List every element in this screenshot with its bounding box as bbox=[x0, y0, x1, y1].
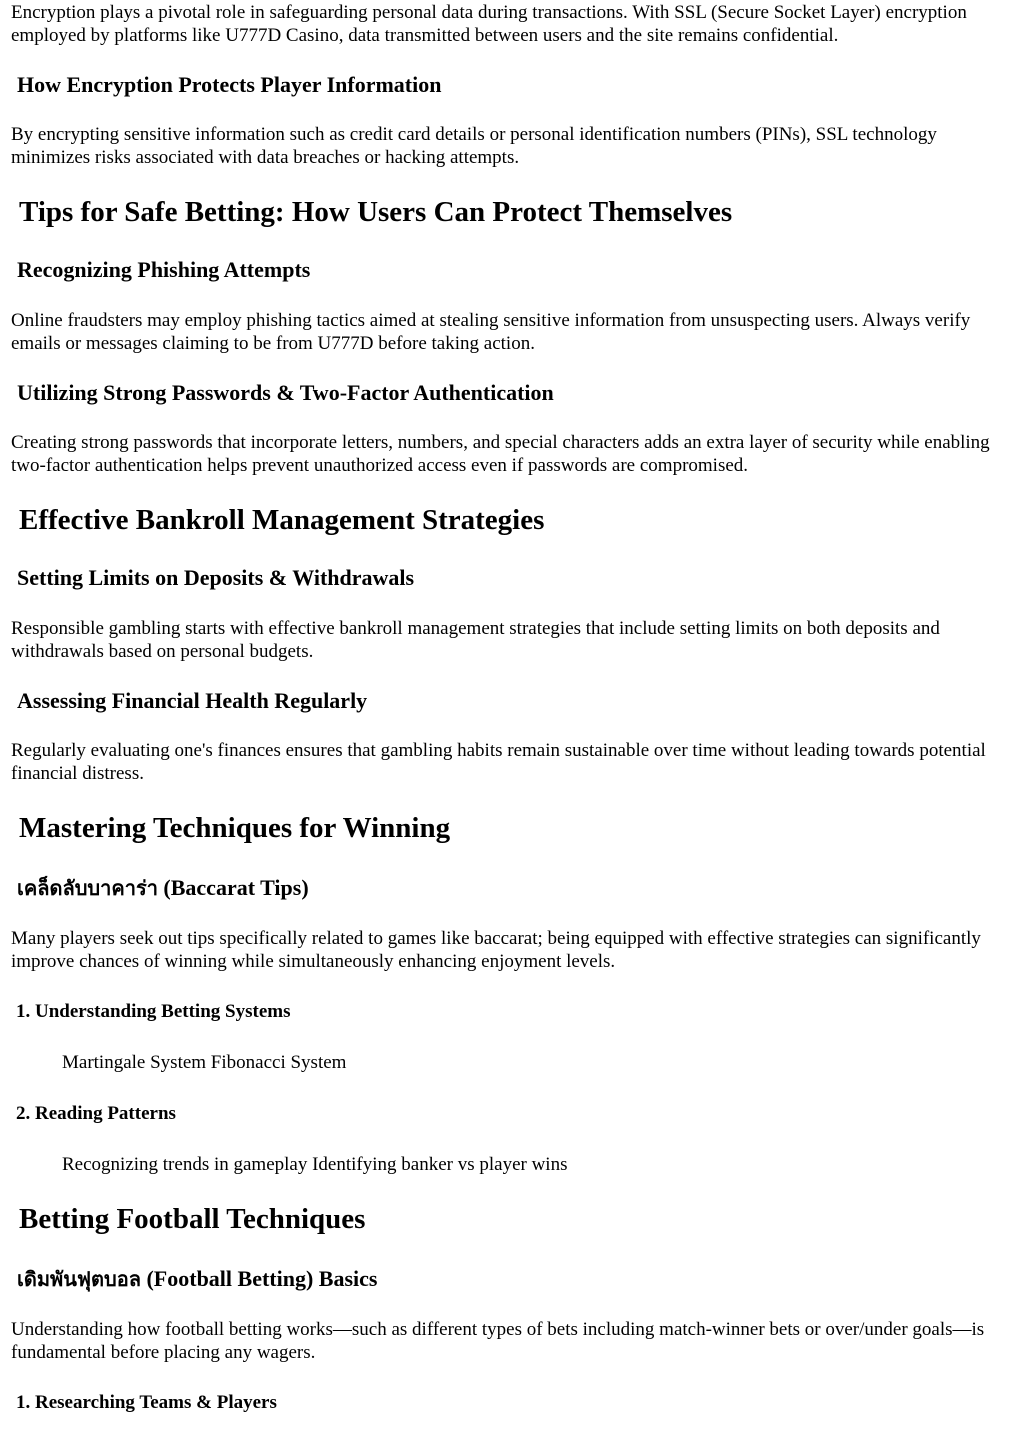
list-item-patterns: Recognizing trends in gameplay Identifying banker vs player wins bbox=[62, 1154, 568, 1175]
heading-phishing: Recognizing Phishing Attempts bbox=[17, 257, 311, 282]
paragraph-passwords: Creating strong passwords that incorporate letters, numbers, and special characters adds an extra layer of security while enabling two-factor authentication helps prevent unauthorized access even if passwords are compromised. bbox=[11, 432, 990, 476]
heading-bankroll: Effective Bankroll Management Strategies bbox=[19, 504, 545, 536]
paragraph-encryption: By encrypting sensitive information such as credit card details or personal identification numbers (PINs), SSL technology minimizes risks associated with data breaches or hacking attempts. bbox=[11, 124, 937, 168]
heading-football-en: (Football Betting) Basics bbox=[146, 1266, 378, 1291]
heading-betting-systems: 1. Understanding Betting Systems bbox=[16, 1001, 291, 1022]
heading-football-thai: เดิมพันฟุตบอล bbox=[17, 1267, 141, 1291]
paragraph-encryption-intro: Encryption plays a pivotal role in safeguarding personal data during transactions. With SSL (Secure Socket Layer) encryption employed by platforms like U777D Casino, data transmitted between users and the site remains confidential. bbox=[11, 2, 967, 46]
heading-limits: Setting Limits on Deposits & Withdrawals bbox=[17, 565, 415, 590]
paragraph-phishing: Online fraudsters may employ phishing tactics aimed at stealing sensitive information from unsuspecting users. Always verify emails or messages claiming to be from U777D before taking action. bbox=[11, 310, 971, 354]
heading-mastering: Mastering Techniques for Winning bbox=[19, 812, 451, 844]
heading-baccarat-thai: เคล็ดลับบาคาร่า bbox=[17, 876, 158, 900]
heading-baccarat bbox=[17, 875, 309, 901]
heading-football-basics bbox=[17, 1266, 377, 1292]
list-item-betting-systems: Martingale System Fibonacci System bbox=[62, 1052, 347, 1073]
paragraph-baccarat: Many players seek out tips specifically related to games like baccarat; being equipped with effective strategies can significantly improve chances of winning while simultaneously enhancing enjoyment levels. bbox=[11, 928, 981, 972]
paragraph-limits: Responsible gambling starts with effective bankroll management strategies that include setting limits on both deposits and withdrawals based on personal budgets. bbox=[11, 618, 940, 662]
heading-baccarat-en: (Baccarat Tips) bbox=[163, 875, 309, 900]
heading-football: Betting Football Techniques bbox=[19, 1203, 366, 1235]
heading-research: 1. Researching Teams & Players bbox=[16, 1392, 277, 1413]
paragraph-football: Understanding how football betting works—such as different types of bets including match-winner bets or over/under goals—is fundamental before placing any wagers. bbox=[11, 1319, 985, 1363]
heading-safe-betting: Tips for Safe Betting: How Users Can Protect Themselves bbox=[19, 196, 733, 228]
heading-passwords: Utilizing Strong Passwords & Two-Factor Authentication bbox=[17, 380, 554, 405]
heading-encryption: How Encryption Protects Player Information bbox=[17, 72, 442, 97]
heading-patterns: 2. Reading Patterns bbox=[16, 1103, 176, 1124]
heading-financial: Assessing Financial Health Regularly bbox=[17, 688, 368, 713]
paragraph-financial: Regularly evaluating one's finances ensures that gambling habits remain sustainable over time without leading towards potential financial distress. bbox=[11, 740, 986, 784]
